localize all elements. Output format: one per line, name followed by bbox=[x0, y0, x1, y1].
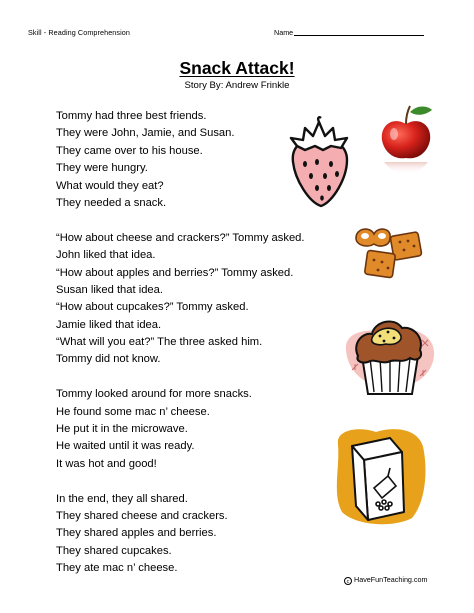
story-line: “How about apples and berries?” Tommy asked. bbox=[56, 266, 294, 279]
story-line: They needed a snack. bbox=[56, 196, 167, 209]
strawberry-icon bbox=[283, 116, 355, 212]
name-blank-line[interactable] bbox=[294, 28, 424, 36]
story-line: Tommy looked around for more snacks. bbox=[56, 388, 252, 401]
story-line: Jamie liked that idea. bbox=[56, 318, 162, 331]
story-line: He put it in the microwave. bbox=[56, 423, 188, 436]
paragraph-4 bbox=[56, 491, 346, 578]
story-line: It was hot and good! bbox=[56, 457, 157, 470]
story-line: He waited until it was ready. bbox=[56, 440, 195, 453]
story-line: Susan liked that idea. bbox=[56, 283, 163, 296]
story-line: They shared cupcakes. bbox=[56, 544, 172, 557]
story-line: “How about cupcakes?” Tommy asked. bbox=[56, 301, 249, 314]
pretzel-cracker-icon bbox=[350, 224, 430, 282]
story-line: “How about cheese and crackers?” Tommy asked. bbox=[56, 231, 305, 244]
story-line: They came over to his house. bbox=[56, 144, 203, 157]
story-line: They shared cheese and crackers. bbox=[56, 509, 228, 522]
paragraph-2 bbox=[56, 230, 346, 369]
story-line: John liked that idea. bbox=[56, 249, 156, 262]
story-line: They were John, Jamie, and Susan. bbox=[56, 127, 235, 140]
story-line: What would they eat? bbox=[56, 179, 164, 192]
story-line: Tommy had three best friends. bbox=[56, 110, 207, 122]
story-title: Snack Attack! bbox=[179, 58, 295, 78]
apple-icon bbox=[376, 100, 436, 180]
copyright-icon: c bbox=[344, 577, 352, 585]
footer-credit bbox=[344, 575, 428, 585]
story-line: They ate mac n’ cheese. bbox=[56, 562, 178, 575]
paragraph-3 bbox=[56, 386, 346, 473]
story-line: He found some mac n’ cheese. bbox=[56, 405, 210, 418]
name-label: Name bbox=[274, 28, 294, 37]
name-field[interactable] bbox=[274, 28, 424, 37]
cupcake-icon bbox=[336, 310, 442, 398]
story-line: “What will you eat?” The three asked him. bbox=[56, 336, 263, 349]
footer-site: HaveFunTeaching.com bbox=[354, 575, 428, 584]
story-line: In the end, they all shared. bbox=[56, 492, 188, 505]
skill-label: Skill - Reading Comprehension bbox=[28, 28, 130, 37]
story-byline: Story By: Andrew Frinkle bbox=[184, 80, 290, 91]
story-line: Tommy did not know. bbox=[56, 353, 161, 366]
story-line: They shared apples and berries. bbox=[56, 527, 217, 540]
story-line: They were hungry. bbox=[56, 162, 148, 175]
mac-cheese-box-icon bbox=[332, 424, 428, 528]
